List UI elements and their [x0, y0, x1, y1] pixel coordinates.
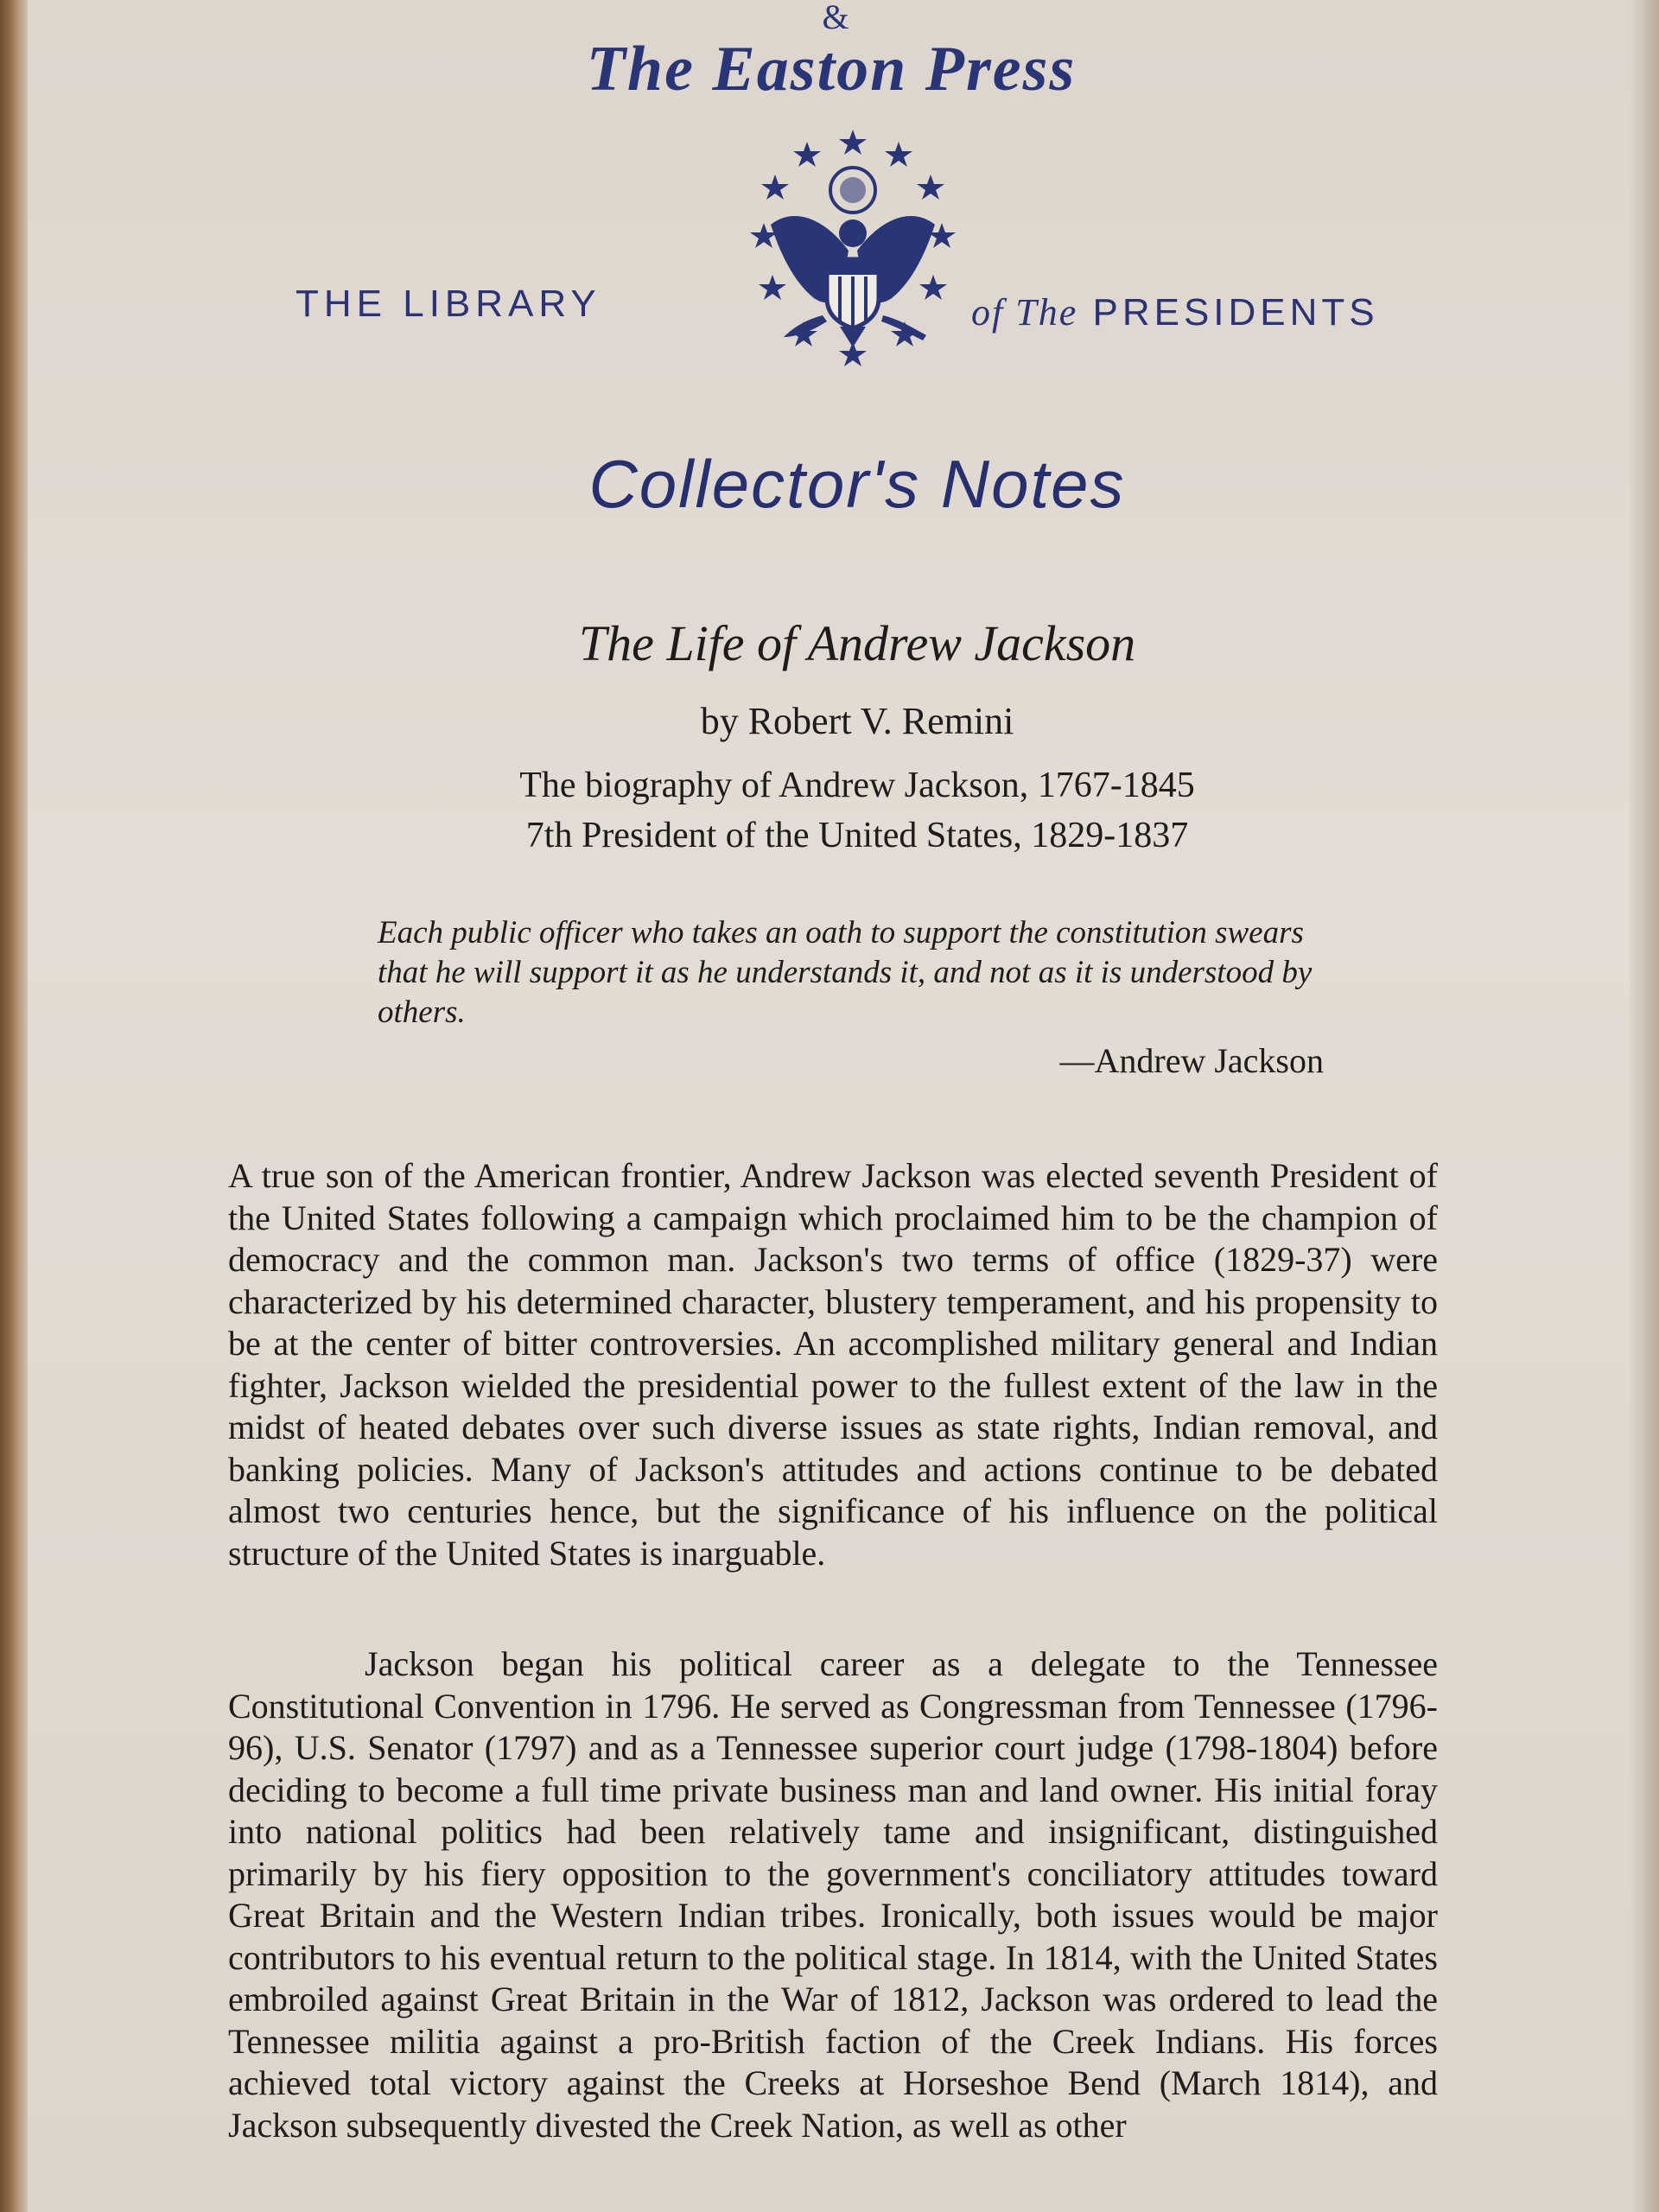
seal-star: [759, 275, 786, 300]
book-subtitle: [339, 760, 1376, 861]
series-title-left: THE LIBRARY: [296, 283, 601, 325]
body-paragraph-2: Jackson began his political career as a delegate to the Tennessee Constitutional Convention in 1796. He served as Congressman from Tennessee (1796-96), U.S. Senator (1797) and as a Tennessee superior court judge (1798-1804) before deciding to become a full time private business man and land owner. His initial foray into national politics had been relatively tame and insignificant, distinguished primarily by his fiery opposition to the government's conciliatory attitudes toward Great Britain and the Western Indian tribes. Ironically, both issues would be major contributors to his eventual return to the political stage. In 1814, with the United States embroiled against Great Britain in the War of 1812, Jackson was ordered to lead the Tennessee militia against a pro-British faction of the Creek Indians. His forces achieved total victory against the Creeks at Horseshoe Bend (March 1814), and Jackson subsequently divested the Creek Nation, as well as other: [228, 1644, 1438, 2145]
subtitle-line-1: The biography of Andrew Jackson, 1767-1845: [519, 766, 1195, 805]
ornament-icon: &: [822, 0, 849, 36]
series-title-of-the: of The: [971, 291, 1078, 334]
seal-eagle-head: [839, 219, 867, 247]
seal-star: [839, 130, 867, 155]
publisher-logo: The Easton Press: [586, 34, 1077, 105]
series-title-right: [971, 287, 1455, 339]
epigraph-quote: Each public officer who takes an oath to support the constitution swears that he will support it as he understands it, and not as it is understood by others.: [378, 915, 1313, 1030]
seal-star: [917, 175, 944, 200]
book-byline: by Robert V. Remini: [700, 700, 1014, 742]
page-right-edge: [1630, 0, 1659, 2212]
presidential-seal-icon: [710, 121, 995, 415]
seal-star: [793, 142, 821, 167]
seal-star: [919, 275, 947, 300]
series-title-presidents: PRESIDENTS: [1092, 291, 1379, 334]
epigraph-attribution: —Andrew Jackson: [1059, 1041, 1324, 1080]
subtitle-line-2: 7th President of the United States, 1829-1837: [525, 816, 1189, 855]
book-binding-edge: [0, 0, 28, 2212]
document-page: [28, 0, 1630, 2212]
book-title: The Life of Andrew Jackson: [578, 615, 1136, 671]
section-title: Collector's Notes: [588, 446, 1126, 522]
seal-star: [885, 142, 912, 167]
seal-star: [761, 175, 789, 200]
body-paragraph-1: A true son of the American frontier, Andrew Jackson was elected seventh President of the United States following a campaign which proclaimed him to be the champion of democracy and the common man. Jackson's two terms of office (1829-37) were characterized by his determined character, blustery temperament, and his propensity to be at the center of bitter controversies. An accomplished military general and Indian fighter, Jackson wielded the presidential power to the fullest extent of the law in the midst of heated debates over such diverse issues as state rights, Indian removal, and banking policies. Many of Jackson's attitudes and actions continue to be debated almost two centuries hence, but the significance of his influence on the political structure of the United States is inarguable.: [228, 1156, 1438, 1573]
seal-eagle-tail: [840, 327, 866, 347]
